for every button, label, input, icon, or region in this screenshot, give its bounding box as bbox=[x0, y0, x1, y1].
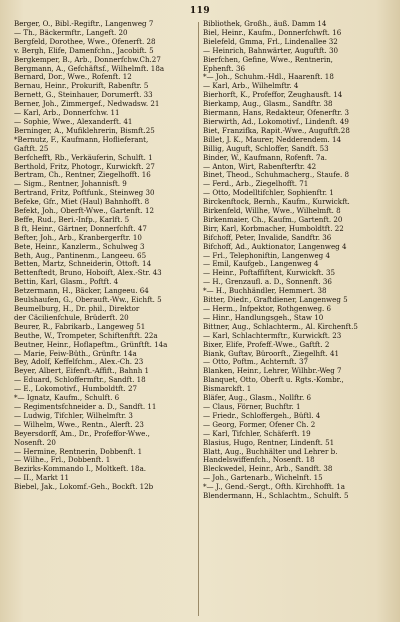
directory-entry: — Hermine, Rentnerin, Dobbenft. 1 bbox=[14, 447, 143, 456]
directory-entry: Bixer, Elife, Profeff.-Wwe., Gaftft. 2 bbox=[203, 340, 330, 349]
directory-entry: — Ferd., Arb., Ziegelhofft. 71 bbox=[203, 180, 309, 189]
directory-entry: Biel, Heinr., Kaufm., Donnerfchwft. 16 bbox=[203, 28, 342, 37]
directory-entry: *— J., Gend.-Sergt., Ofth. Kirchhofft. 1a bbox=[203, 483, 346, 492]
directory-entry: — Karl, Arb., Donnerfchw. 11 bbox=[14, 109, 120, 118]
directory-entry: Bittner, Aug., Schlachterm., Al. Kirchenft.5 bbox=[203, 322, 358, 331]
directory-entry: — Joh., Gartenarb., Wichelnft. 15 bbox=[203, 474, 323, 483]
directory-entry: — H., Grenzaufl. a. D., Sonnenft. 36 bbox=[203, 278, 332, 287]
directory-entry: — Heinr., Poftaffiftent, Kurwickft. 35 bbox=[203, 269, 336, 278]
directory-entry: — Eduard, Schloffermftr., Sandft. 18 bbox=[14, 376, 146, 385]
directory-entry: Berfchefft, Rb., Verkäuferin, Schulft. 1 bbox=[14, 153, 153, 162]
directory-entry: Blasius, Hugo, Rentner, Lindenft. 51 bbox=[203, 438, 335, 447]
directory-entry: — Marie, Feiw-Büth., Grünftr. 14a bbox=[14, 349, 137, 358]
directory-entry: Biank, Guftav, Büroorft., Ziegelhft. 41 bbox=[203, 349, 340, 358]
directory-entry: Bertrand, Fritz, Poftfunk., Steinweg 30 bbox=[14, 189, 155, 198]
directory-entry: — Heinrich, Bahnwärter, Auguftft. 30 bbox=[203, 46, 339, 55]
directory-entry: Bläfer, Aug., Glasm., Nollftr. 6 bbox=[203, 394, 312, 403]
directory-entry: — Sophie, Wwe., Alexanderft. 41 bbox=[14, 117, 133, 126]
directory-entry: Bergfeld, Dorothee, Wwe., Ofenerft. 28 bbox=[14, 37, 156, 46]
directory-entry: — Regimentsfchneider a. D., Sandft. 11 bbox=[14, 402, 157, 411]
directory-entry: Gaftft. 25 bbox=[14, 144, 49, 153]
directory-entry: Berthold, Fritz, Photogr., Kurwickft. 27 bbox=[14, 162, 155, 171]
directory-entry: Handelswiffenfch., Nosenft. 18 bbox=[203, 456, 315, 465]
directory-entry: der Cäcilienfchule, Brüderft. 20 bbox=[14, 313, 129, 322]
directory-entry: Blanquet, Otto, Oberft u. Rgts.-Kombr., bbox=[203, 376, 344, 385]
directory-entry: Bitter, Diedr., Graftdiener, Langenweg 5 bbox=[203, 296, 348, 305]
directory-entry: Birkenfeld, Willhe, Wwe., Wilhelmft. 8 bbox=[203, 207, 341, 216]
directory-entry: Blanken, Heinr., Lehrer, Wilhbr.-Weg 7 bbox=[203, 367, 342, 376]
directory-entry: *Bernutz, F., Kaufmann, Hoflieferant, bbox=[14, 135, 149, 144]
directory-entry: Bierhorft, K., Profeffor, Zeughausft. 14 bbox=[203, 91, 343, 100]
directory-entry: Birckenftock, Bernh., Kaufm., Kurwickft. bbox=[203, 198, 350, 207]
directory-entry: Bettin, Karl, Glasm., Poftft. 4 bbox=[14, 278, 119, 287]
directory-entry: Berninger, A., Mufiklehrerin, Bismft.25 bbox=[14, 126, 155, 135]
left-column bbox=[14, 20, 197, 618]
directory-entry: Biebel, Jak., Lokomf.-Geh., Bockft. 12b bbox=[14, 483, 154, 492]
directory-entry: — Karl, Tifchler, Schäferft. 19 bbox=[203, 429, 311, 438]
page-number: 119 bbox=[189, 6, 211, 16]
directory-entry: Beumelburg, H., Dr. phil., Direktor bbox=[14, 305, 140, 313]
directory-entry: Blendermann, H., Schlachtm., Schulft. 5 bbox=[203, 492, 349, 501]
directory-entry: Beulshaufen, G., Oberauft.-Ww., Eichft. 5 bbox=[14, 296, 162, 305]
directory-entry: — Frl., Telephoniftin, Langenweg 4 bbox=[203, 251, 330, 260]
directory-entry: Bismarckft. 1 bbox=[203, 385, 252, 394]
directory-entry: Bernard, Dor., Wwe., Rofenft. 12 bbox=[14, 73, 132, 82]
directory-entry: — Karl, Arb., Wilhelmftr. 4 bbox=[203, 82, 299, 91]
directory-entry: Bettenftedt, Bruno, Hoboift, Alex.-Str. 43 bbox=[14, 269, 162, 278]
directory-entry: Bibliothek, Großh., äuß. Damm 14 bbox=[203, 20, 327, 28]
directory-entry: Binet, Theod., Schuhmacherg., Staufe. 8 bbox=[203, 171, 349, 180]
directory-entry: Bernett, G., Steinhauer, Dorumerft. 33 bbox=[14, 91, 153, 100]
directory-entry: — Otto, Poftm., Achternft. 37 bbox=[203, 358, 309, 367]
directory-entry: — Friedr., Schloffergeh., Büftl. 4 bbox=[203, 411, 321, 420]
directory-entry: — Hinr., Handlungsgeh., Staw 10 bbox=[203, 313, 324, 322]
directory-entry: Bierfchen, Gefine, Wwe., Rentnerin, bbox=[203, 55, 333, 64]
directory-entry: Beurer, R., Fabrikarb., Langeweg 51 bbox=[14, 322, 146, 331]
directory-entry: — Anton, Wirt, Rabenfterftr. 42 bbox=[203, 162, 317, 171]
directory-entry: Bergkemper, B., Arb., Donnerfchw.Ch.27 bbox=[14, 55, 161, 64]
directory-entry: Betten, Martz, Schneiderin, Ottoft. 14 bbox=[14, 260, 152, 269]
directory-entry: Bergmann, A., Gefchäftsf., Wilhelmft. 18a bbox=[14, 64, 165, 73]
directory-entry: Blatt, Aug., Buchhälter und Lehrer b. bbox=[203, 447, 338, 456]
column-divider bbox=[198, 22, 199, 616]
directory-entry: Nosenft. 20 bbox=[14, 438, 56, 447]
directory-entry: Biermann, Hans, Redakteur, Ofenerftr. 3 bbox=[203, 109, 350, 118]
directory-entry: Befekt, Joh., Oberft-Wwe., Gartenft. 12 bbox=[14, 207, 155, 216]
directory-entry: Bifchoff, Peter, Invalide, Sandftr. 36 bbox=[203, 233, 332, 242]
directory-entry: Berger, O., Bibl.-Regiftr., Langenweg 7 bbox=[14, 20, 154, 28]
directory-entry: Bete, Heinr., Kanzlerm., Schulweg 3 bbox=[14, 242, 145, 251]
directory-entry: Ephenft. 36 bbox=[203, 64, 246, 73]
directory-entry: Beth, Aug., Pantinenm., Langeeu. 65 bbox=[14, 251, 147, 260]
directory-entry: Birr, Karl, Korbmacher, Humboldtft. 22 bbox=[203, 224, 344, 233]
directory-entry: — Otto, Modelltifchler, Sophienftr. 1 bbox=[203, 189, 334, 198]
directory-entry: Bertram, Ch., Rentner, Ziegelhofft. 16 bbox=[14, 171, 151, 180]
directory-entry: *— Ignatz, Kaufm., Schulft. 6 bbox=[14, 394, 120, 403]
directory-entry: — Ludwig, Tifchler, Wilhelmftr. 3 bbox=[14, 411, 133, 420]
directory-entry: — Herm., Infpektor, Rothgenweg. 6 bbox=[203, 305, 332, 313]
directory-entry: Bernau, Heinr., Prokurift, Rabenftr. 5 bbox=[14, 82, 149, 91]
directory-entry: Bierkamp, Aug., Glasm., Sandftr. 38 bbox=[203, 100, 333, 109]
directory-entry: Birkenmaier, Ch., Kaufm., Gartenft. 20 bbox=[203, 215, 343, 224]
directory-entry: Bielefeld, Gmma, Frl., Lindenallee 32 bbox=[203, 37, 338, 46]
directory-entry: Bey, Adolf, Keffelfchm., Alex.-Ch. 23 bbox=[14, 358, 144, 367]
directory-entry: Beyer, Albert, Eifenft.-Affift., Bahnh 1 bbox=[14, 367, 150, 376]
directory-entry: Betzermann, H., Bäcker, Langeeu. 64 bbox=[14, 287, 149, 296]
directory-entry: Befter, Joh., Arb., Kranbergerftr. 10 bbox=[14, 233, 142, 242]
directory-entry: — Emil, Kaufgeb., Langenweg 4 bbox=[203, 260, 319, 269]
directory-entry: — II., Markt 11 bbox=[14, 474, 70, 483]
directory-entry: Bleckwedel, Heinr., Arb., Sandft. 38 bbox=[203, 465, 333, 474]
directory-entry: — Claus, Förner, Buchftr. 1 bbox=[203, 402, 301, 411]
directory-entry: — Georg, Former, Ofener Ch. 2 bbox=[203, 420, 316, 429]
directory-entry: Beuthe, W., Trompeter, Schiftenftft. 22a bbox=[14, 331, 158, 340]
directory-entry: B ft, Heinr., Gärtner, Donnerfchft. 47 bbox=[14, 224, 147, 233]
directory-entry: — Wilhelm, Wwe., Rentn., Alerft. 23 bbox=[14, 420, 144, 429]
right-column bbox=[203, 20, 386, 618]
directory-entry: — Th., Bäckermftr., Langeft. 20 bbox=[14, 28, 128, 37]
directory-entry: v. Bergh, Elife, Damenfchn., Jacobift. 5 bbox=[14, 46, 154, 55]
directory-entry: — Karl, Schlachtermftr., Kurwickft. 23 bbox=[203, 331, 342, 340]
directory-entry: *— Joh., Schuhm.-Hdl., Haarenft. 18 bbox=[203, 73, 334, 82]
directory-entry: Beyersdorff, Am., Dr., Profeffor-Wwe., bbox=[14, 429, 150, 438]
directory-entry: *— H., Buchhändler, Hemmert. 38 bbox=[203, 287, 327, 296]
directory-entry: Bifchoff, Ad., Auktionator, Langenweg 4 bbox=[203, 242, 347, 251]
directory-entry: — E., Lokomotivf., Humboldtft. 27 bbox=[14, 385, 138, 394]
directory-entry: — Wilhe., Frl., Dobbenft. 1 bbox=[14, 456, 111, 465]
directory-entry: Binder, W., Kaufmann, Rofenft. 7a. bbox=[203, 153, 328, 162]
directory-entry: Beffe, Rud., Beri.-Infp., Karlft. 5 bbox=[14, 215, 130, 224]
directory-entry: Berner, Joh., Zimmergef., Nedwadsw. 21 bbox=[14, 100, 160, 109]
directory-entry: Billig, Auguft, Schloffer, Sandft. 53 bbox=[203, 144, 329, 153]
directory-entry: Biet, Franzifka, Rapit.-Wwe., Auguftft.28 bbox=[203, 126, 350, 135]
directory-entry: Bierwirth, Ad., Lokomotivf., Lindenft. 49 bbox=[203, 117, 349, 126]
directory-entry: Billet, J. K., Maurer, Nedderendem. 14 bbox=[203, 135, 342, 144]
directory-entry: Befeke, Gfr., Miet (Haul) Bahnhofft. 8 bbox=[14, 198, 150, 207]
directory-entry: — Sigm., Rentner, Johannisft. 9 bbox=[14, 180, 127, 189]
directory-entry: Beutner, Heinr., Hoflapeftm., Grünftft. 14a bbox=[14, 340, 168, 349]
directory-entry: Bezirks-Kommando I., Moltkeft. 18a. bbox=[14, 465, 147, 474]
